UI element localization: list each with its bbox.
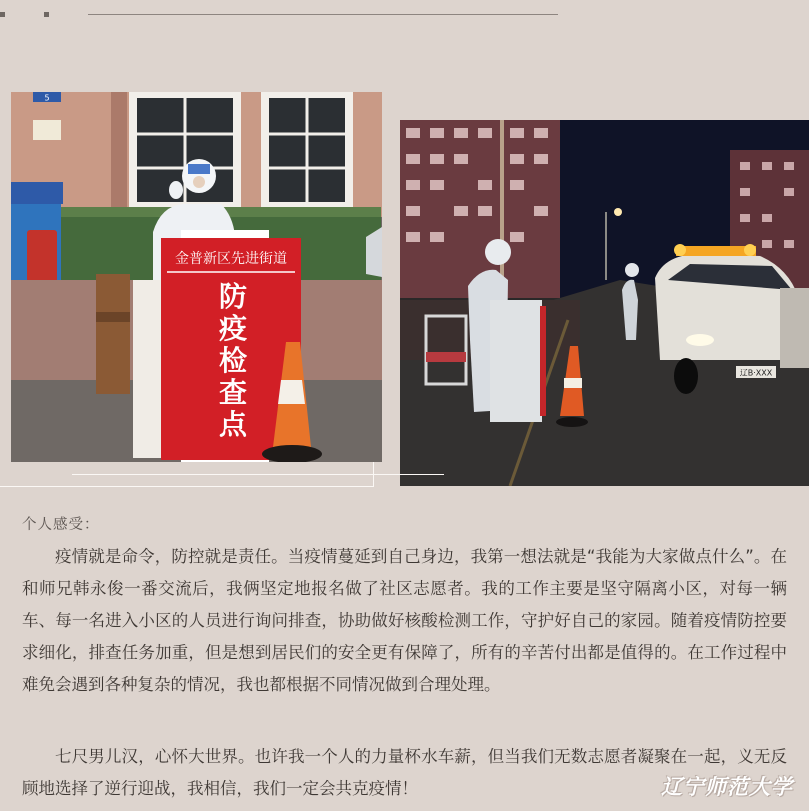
paragraph-1: 疫情就是命令，防控就是责任。当疫情蔓延到自己身边，我第一想法就是“我能为大家做点什么”。在和师兄韩永俊一番交流后，我俩坚定地报名做了社区志愿者。我的工作主要是坚守隔离小区，对每一辆车、每一名进入小区的人员进行询问排查，协助做好核酸检测工作，守护好自己的家园。随着疫情防控要求细化，排查任务加重，但是想到居民们的安全更有保障了，所有的辛苦付出都是值得的。在工作过程中难免会遇到各种复杂的情况，我也都根据不同情况做到合理处理。 xyxy=(22,547,787,694)
university-watermark-logo: 辽宁师范大学 xyxy=(661,774,793,799)
sign-char-3: 检 xyxy=(218,344,248,377)
sign-char-2: 疫 xyxy=(218,312,248,345)
sign-char-5: 点 xyxy=(218,408,248,441)
section-label: 个人感受： xyxy=(22,517,100,533)
svg-text:5: 5 xyxy=(44,93,50,103)
frame-line-3 xyxy=(72,474,444,475)
checkpoint-night-photo xyxy=(400,120,809,486)
sign-char-1: 防 xyxy=(218,280,248,313)
sign-header: 金普新区先进街道 xyxy=(175,251,287,267)
sign-char-4: 查 xyxy=(218,376,248,409)
checkpoint-night-scene xyxy=(400,120,809,486)
decor-top-rule xyxy=(88,14,558,15)
checkpoint-day-photo xyxy=(11,92,382,462)
svg-text:辽B·XXX: 辽B·XXX xyxy=(739,368,773,378)
checkpoint-day-scene xyxy=(11,92,382,462)
decor-dot-1 xyxy=(0,12,5,17)
paragraph-2: 七尺男儿汉，心怀大世界。也许我一个人的力量杯水车薪，但当我们无数志愿者凝聚在一起，义无反顾地选择了逆行迎战，我相信，我们一定会共克疫情！ xyxy=(22,747,787,798)
frame-line-1 xyxy=(0,486,373,487)
decor-dot-2 xyxy=(44,12,49,17)
